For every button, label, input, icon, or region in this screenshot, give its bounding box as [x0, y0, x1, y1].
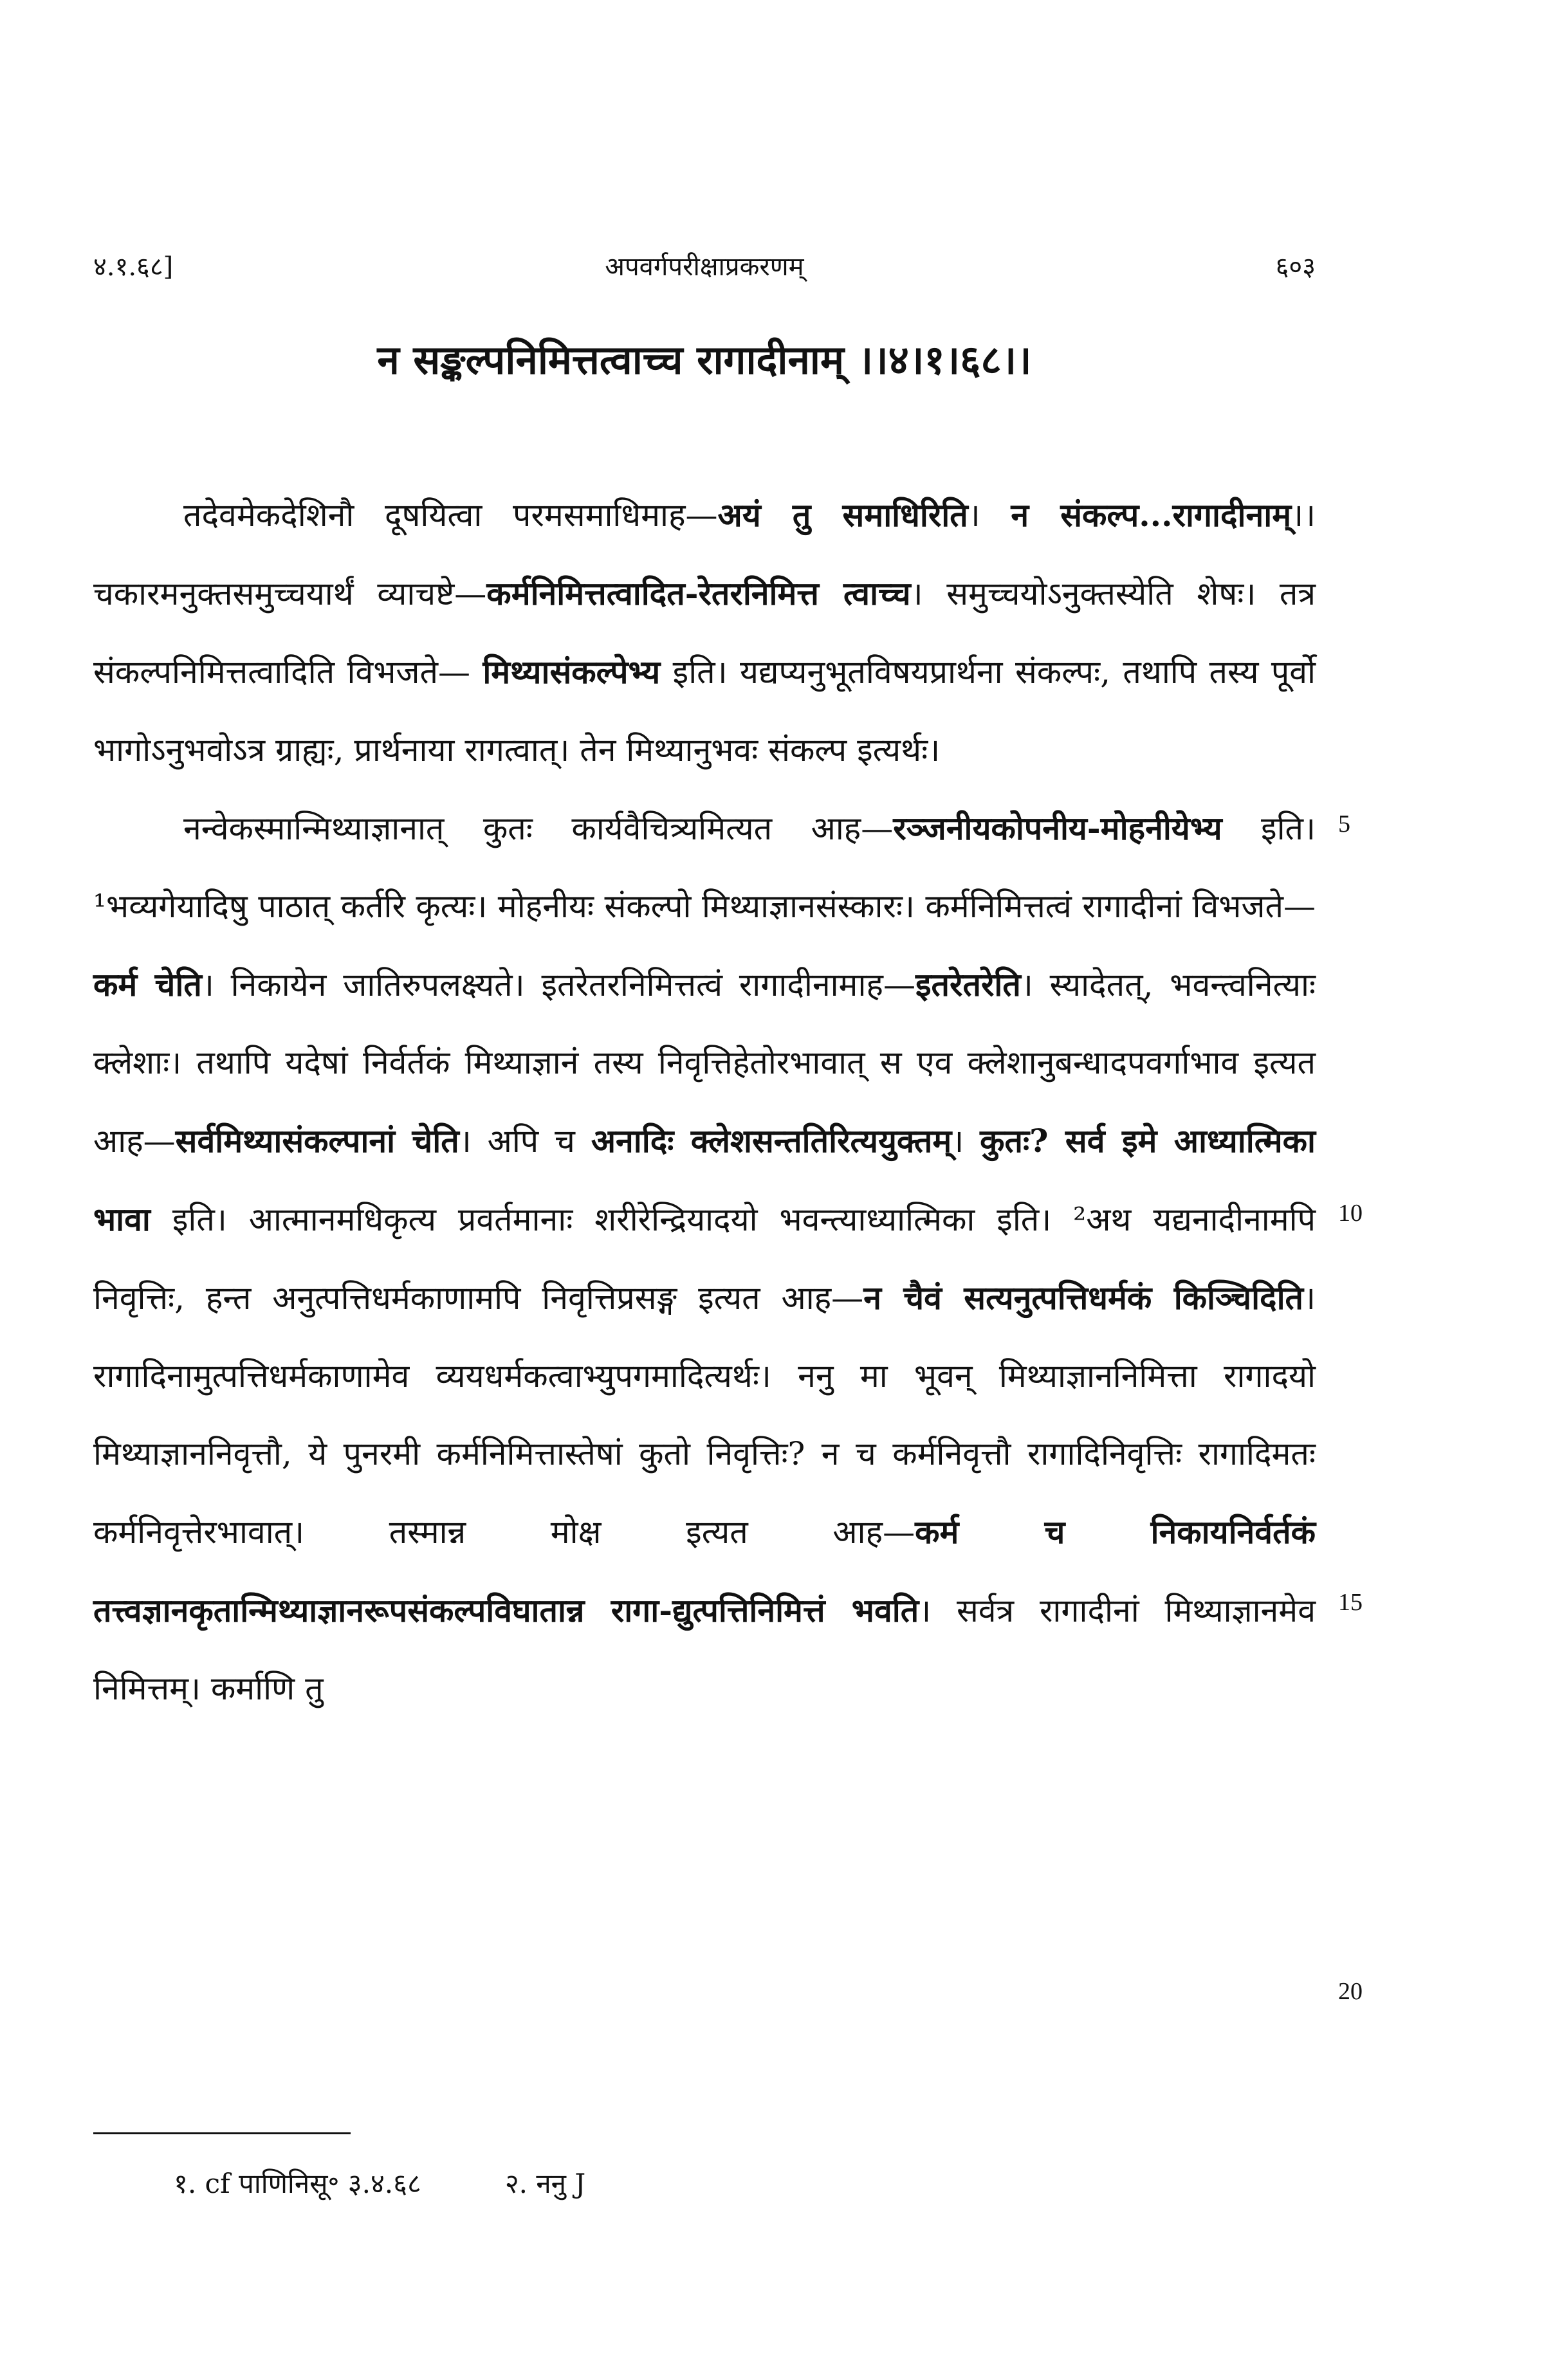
- running-title: अपवर्गपरीक्षाप्रकरणम्: [605, 252, 804, 282]
- page-header: [93, 248, 1316, 293]
- footnotes: [174, 2165, 1267, 2201]
- text-run: । रागादिनामुत्पत्तिधर्मकाणामेव व्ययधर्मकत्वाभ्युपगमादित्यर्थः। ननु मा भूवन् मिथ्याज्ञाननिमित्ता रागादयो मिथ्याज्ञाननिवृत्तौ, ये पुनरमी कर्मनिमित्तास्तेषां कुतो निवृत्तिः? न च कर्मनिवृत्तौ रागादिनिवृत्तिः रागादिमतः कर्मनिवृत्तेरभावात्। तस्मान्न मोक्ष इत्यत आह—: [93, 1279, 1316, 1551]
- line-number: 10: [1338, 1200, 1363, 1227]
- text-run: तदेवमेकदेशिनौ दूषयित्वा परमसमाधिमाह—: [183, 497, 718, 534]
- page-number: ६०३: [1275, 252, 1316, 282]
- bold-phrase: कर्म च निकायनिर्वर्तकं तत्त्वज्ञानकृतान्मिथ्याज्ञानरूपसंकल्पविघातान्न रागा-द्युत्पत्तिनिमित्तं भवति: [93, 1513, 1316, 1629]
- text-run: इति। यद्यप्यनुभूतविषयप्रार्थना संकल्पः, तथापि तस्य पूर्वो भागोऽनुभवोऽत्र ग्राह्यः, प्रार्थनाया रागत्वात्। तेन मिथ्यानुभवः संकल्प इत्यर्थः।: [93, 654, 1316, 769]
- line-number: 20: [1338, 1978, 1363, 2005]
- bold-phrase: इतरेतरेति: [915, 966, 1021, 1003]
- bold-phrase: अनादिः क्लेशसन्ततिरित्ययुक्तम्: [591, 1122, 952, 1160]
- paragraph: [93, 789, 1316, 1728]
- text-run: इति। ¹भव्यगेयादिषु पाठात् कर्तरि कृत्यः। मोहनीयः संकल्पो मिथ्याज्ञानसंस्कारः। कर्मनिमित्तत्वं रागादीनां विभजते—: [93, 810, 1316, 925]
- sutra-heading: न सङ्कल्पनिमित्तत्वाच्च रागादीनाम् ।।४।१।६८।।: [377, 336, 1032, 383]
- bold-phrase: न संकल्प...रागादीनाम्: [1011, 496, 1292, 534]
- paragraph: [93, 476, 1316, 789]
- footnote-divider: [93, 2132, 351, 2134]
- text-run: । अपि च: [459, 1122, 591, 1160]
- line-number: 5: [1338, 810, 1350, 838]
- text-run: । सर्वत्र रागादीनां मिथ्याज्ञानमेव निमित्तम्। कर्माणि तु: [93, 1592, 1316, 1707]
- bold-phrase: मिथ्यासंकल्पेभ्य: [482, 653, 661, 691]
- footnote: १. cf पाणिनिसू॰ ३.४.६८: [174, 2168, 421, 2199]
- text-run: । समुच्चयोऽनुक्तस्येति शेषः। तत्र संकल्पनिमित्तत्वादिति विभजते—: [93, 575, 1316, 691]
- bold-phrase: कर्म चेति: [93, 966, 202, 1003]
- line-number: 15: [1338, 1589, 1363, 1616]
- text-run: ।। चकारमनुक्तसमुच्चयार्थं व्याचष्टे—: [93, 497, 1316, 612]
- text-run: नन्वेकस्मान्मिथ्याज्ञानात् कुतः कार्यवैचित्र्यमित्यत आह—: [183, 810, 894, 847]
- bold-phrase: कर्मनिमित्तत्वादित-रेतरनिमित्त त्वाच्च: [486, 574, 911, 612]
- bold-phrase: सर्वमिथ्यासंकल्पानां चेति: [175, 1122, 459, 1160]
- text-run: । स्यादेतत्, भवन्त्वनित्याः क्लेशाः। तथापि यदेषां निर्वर्तकं मिथ्याज्ञानं तस्य निवृत्तिहेतोरभावात् स एव क्लेशानुबन्धादपवर्गाभाव इत्यत आह—: [93, 966, 1316, 1160]
- bold-phrase: न चैवं सत्यनुत्पत्तिधर्मकं किञ्चिदिति: [863, 1279, 1304, 1317]
- text-run: ।: [951, 1122, 980, 1160]
- commentary-body: [93, 476, 1316, 1728]
- bold-phrase: अयं तु समाधिरिति: [717, 496, 968, 534]
- text-run: इति। आत्मानमधिकृत्य प्रवर्तमानाः शरीरेन्द्रियादयो भवन्त्याध्यात्मिका इति। ²अथ यद्यनादीनामपि निवृत्तिः, हन्त अनुत्पत्तिधर्मकाणामपि निवृत्तिप्रसङ्ग इत्यत आह—: [93, 1201, 1316, 1317]
- bold-phrase: कुतः? सर्व इमे आध्यात्मिका भावा: [93, 1122, 1316, 1238]
- footnote: २. ननु J: [504, 2168, 586, 2199]
- text-run: ।: [968, 497, 1011, 534]
- text-run: । निकायेन जातिरुपलक्ष्यते। इतरेतरनिमित्तत्वं रागादीनामाह—: [201, 966, 915, 1003]
- bold-phrase: रञ्जनीयकोपनीय-मोहनीयेभ्य: [893, 809, 1222, 847]
- section-reference: ४.१.६८]: [93, 252, 174, 282]
